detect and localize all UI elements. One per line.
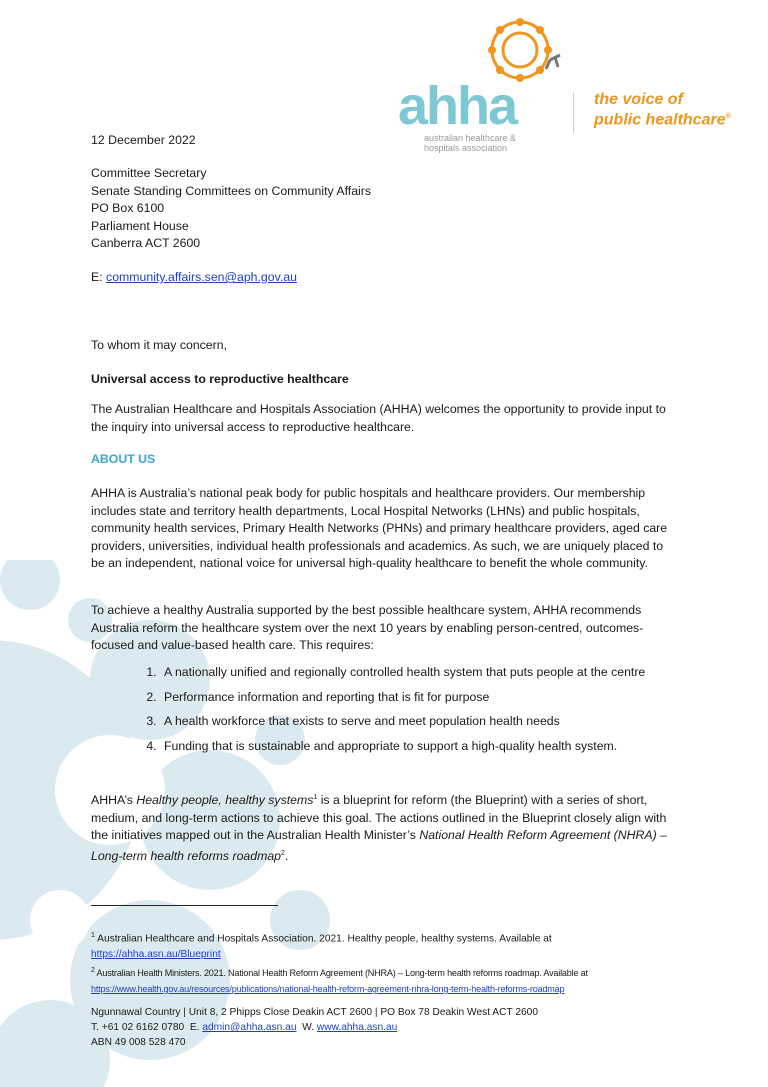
address-line: PO Box 6100 [91,201,165,216]
footnote-link[interactable]: https://ahha.asn.au/Blueprint [91,949,221,961]
blueprint-title: Healthy people, healthy systems [136,793,314,808]
footnote-text: Australian Health Ministers. 2021. National Health Reform Agreement (NHRA) – Long-term health reforms roadmap. Available at [94,968,588,979]
list-item: 2. Performance information and reporting that is fit for purpose [160,689,680,707]
about-paragraph: AHHA is Australia’s national peak body for public hospitals and healthcare providers. Our membership includes state and territory health departments, Local Hospital Networks (LHNs) and public hospitals, community health services, Primary Health Networks (PHNs) and primary healthcare providers, aged care providers, universities, individual health professionals and academics. As such, we are uniquely placed to be an independent, national voice for universal high-quality healthcare to benefit the whole community. [91,486,668,571]
address-line: Canberra ACT 2600 [91,236,201,251]
requirements-list [138,664,680,762]
salutation: To whom it may concern, [91,338,227,352]
footnote-number: 1 [91,932,95,939]
text: is a blueprint for reform (the Blueprint) with a series of short, medium, and long-term actions to achieve this goal. The actions outlined in the Blueprint closely align with the initiatives mapped out in the Australian Health Minister’s [91,793,667,843]
footnote-ref[interactable]: 2 [281,849,285,857]
logo-divider [573,93,574,133]
address-line: Senate Standing Committees on Community Affairs [91,183,372,198]
about-us-heading: ABOUT US [91,452,156,466]
footnote-1 [91,928,552,963]
logo-subtitle [424,133,516,153]
footnote-2 [91,963,588,997]
achieve-paragraph: To achieve a healthy Australia supported by the best possible healthcare system, AHHA recommends Australia reform the healthcare system over the next 10 years by enabling person-centred, outcomes-focused and value-based health care. This requires: [91,603,644,653]
footer-web-label: W. [296,1022,317,1033]
logo-subtitle-line: australian healthcare & [424,133,517,143]
email-label: E: [91,270,107,284]
footnote-link[interactable]: https://www.health.gov.au/resources/publications/national-health-reform-agreement-nhra-long-term-health-reforms-roadmap [91,984,565,995]
footer-web-link[interactable]: www.ahha.asn.au [316,1022,398,1033]
text: AHHA’s [91,793,137,808]
footnote-number: 2 [91,967,95,974]
list-item: 4. Funding that is sustainable and appropriate to support a high-quality health system. [160,738,680,756]
tagline-line: the voice of [594,91,683,108]
intro-paragraph: The Australian Healthcare and Hospitals Association (AHHA) welcomes the opportunity to provide input to the inquiry into universal access to reproductive healthcare. [91,402,666,434]
registered-mark: ® [725,113,731,120]
nhra-title: National Health Reform Agreement (NHRA) – Long-term health reforms roadmap [91,828,667,863]
footnote-ref[interactable]: 1 [313,794,318,801]
footer-phone: T. +61 02 6162 0780 E. [91,1022,203,1033]
letterhead-footer [91,1005,538,1050]
list-item: 1. A nationally unified and regionally controlled health system that puts people at the centre [160,664,680,682]
blueprint-paragraph [91,789,671,866]
logo-tagline [594,91,731,128]
recipient-email [91,269,297,287]
letter-date: 12 December 2022 [91,133,196,147]
ahha-wordmark: ahha [398,76,517,136]
text: . [284,848,289,863]
footnote-separator [91,905,278,906]
address-line: Parliament House [91,218,189,233]
footer-address: Ngunnawal Country | Unit 8, 2 Phipps Close Deakin ACT 2600 | PO Box 78 Deakin West ACT 2600 [91,1007,538,1018]
logo-subtitle-line: hospitals association [424,143,508,153]
email-link[interactable]: community.affairs.sen@aph.gov.au [106,270,297,284]
list-item: 3. A health workforce that exists to serve and meet population health needs [160,713,680,731]
recipient-address [91,165,371,253]
tagline-line: public healthcare [594,111,726,129]
footer-email-link[interactable]: admin@ahha.asn.au [202,1022,297,1033]
ahha-logo [390,15,768,155]
footer-abn: ABN 49 008 528 470 [91,1037,186,1048]
footnote-text: Australian Healthcare and Hospitals Association. 2021. Healthy people, healthy systems. Available at [94,933,552,945]
address-line: Committee Secretary [91,166,207,180]
subject-heading: Universal access to reproductive healthcare [91,372,349,386]
